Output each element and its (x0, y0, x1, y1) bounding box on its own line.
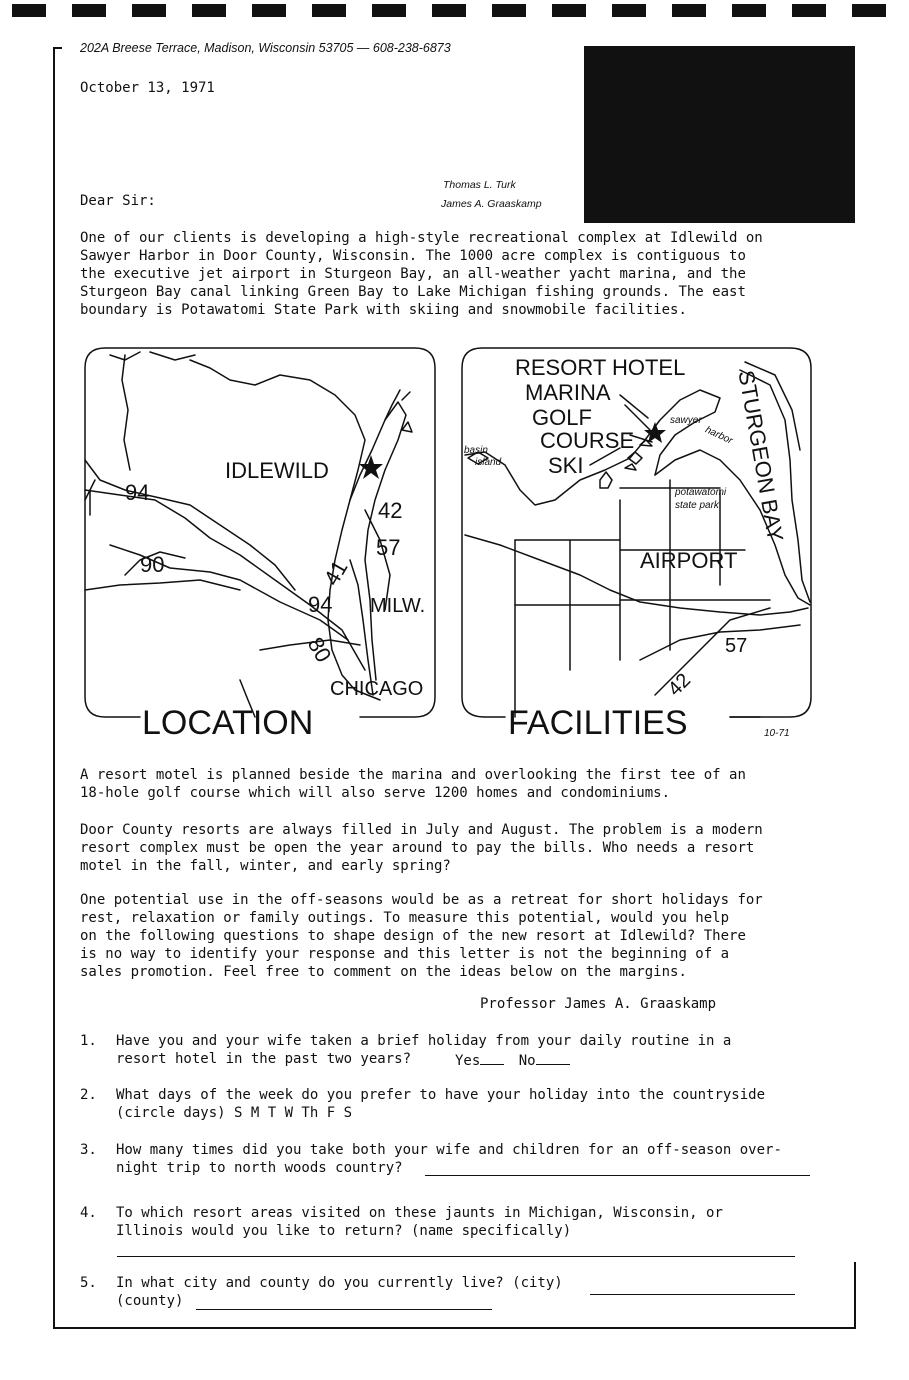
letter-date: October 13, 1971 (80, 80, 215, 96)
label-state-park: state park (675, 500, 719, 511)
paragraph-intro: One of our clients is developing a high-style recreational complex at Idlewild on Sawyer Harbor in Door County, Wisconsin. The 1000 acre complex is contiguous to the executive jet airport in Sturgeon Bay, an all-weather yacht marina, and the Sturgeon Bay canal linking Green Bay to Lake Michigan fishing grounds. The east boundary is Potawatomi State Park with skiing and snowmobile facilities. (80, 230, 763, 318)
frame-bottom (53, 1327, 856, 1329)
question-5-county-label: (county) (116, 1293, 184, 1309)
letterhead-names (441, 176, 542, 214)
label-route-41: 41 (318, 555, 353, 590)
question-1-no-blank[interactable] (536, 1050, 570, 1065)
label-potawatomi: potawatomi (675, 487, 727, 498)
label-route-94b: 94 (308, 592, 333, 617)
label-route-57: 57 (376, 535, 401, 560)
question-4-number: 4. (80, 1205, 97, 1221)
frame-right (854, 1262, 856, 1329)
question-1-yes-label: Yes (455, 1053, 481, 1069)
label-route-42: 42 (378, 498, 403, 523)
question-1-number: 1. (80, 1033, 97, 1049)
label-harbor: harbor (703, 424, 735, 447)
question-3-text: How many times did you take both your wife and children for an off-season over- night trip to north woods country? (116, 1142, 782, 1176)
maps-figure (80, 340, 815, 750)
question-5-number: 5. (80, 1275, 97, 1291)
location-frame (85, 348, 435, 717)
label-idlewild: IDLEWILD (225, 458, 329, 483)
label-route-90: 90 (140, 552, 165, 577)
label-golf: GOLF (532, 405, 592, 430)
question-4-answer-line[interactable] (117, 1256, 795, 1257)
question-2-number: 2. (80, 1087, 97, 1103)
question-2-text[interactable]: What days of the week do you prefer to have your holiday into the countryside (circle days) S M T W Th F S (116, 1087, 766, 1121)
map-date-mark: 10-71 (764, 728, 790, 739)
facilities-title: FACILITIES (508, 704, 688, 742)
name-turk: Thomas L. Turk (443, 179, 516, 191)
label-airport: AIRPORT (640, 548, 738, 573)
salutation: Dear Sir: (80, 193, 156, 209)
paragraph-problem: Door County resorts are always filled in July and August. The problem is a modern resort complex must be open the year around to pay the bills. Who needs a resort motel in the fall, winter, and early spring? (80, 822, 763, 874)
top-dash-border (0, 4, 909, 18)
letterhead-address: 202A Breese Terrace, Madison, Wisconsin 53705 — 608-238-6873 (80, 41, 451, 55)
label-milwaukee: MILW. (370, 595, 426, 617)
question-1-no-label: No (518, 1053, 536, 1069)
label-route-42-fac: 42 (663, 669, 696, 701)
question-3-answer-line[interactable] (425, 1175, 810, 1176)
label-island: island (475, 457, 502, 468)
label-chicago: CHICAGO (330, 678, 424, 700)
question-1 (80, 1032, 840, 1072)
label-sturgeon-bay: STURGEON BAY (733, 368, 789, 544)
label-basin: basin (464, 445, 488, 456)
question-1-text: Have you and your wife taken a brief holiday from your daily routine in a resort hotel in the past two years? (116, 1033, 732, 1067)
question-3-number: 3. (80, 1142, 97, 1158)
label-route-57-fac: 57 (725, 635, 748, 657)
label-course: COURSE (540, 428, 635, 453)
frame-left (53, 47, 55, 1329)
location-title: LOCATION (142, 704, 314, 742)
label-ski: SKI (548, 453, 584, 478)
question-2 (80, 1086, 840, 1126)
label-route-94a: 94 (125, 480, 150, 505)
question-5-city-line[interactable] (590, 1294, 795, 1295)
label-resort-hotel: RESORT HOTEL (515, 355, 686, 380)
label-sawyer: sawyer (670, 415, 702, 426)
question-5-text: In what city and county do you currently live? (city) (116, 1275, 563, 1291)
question-4 (80, 1204, 840, 1244)
question-5-county-line[interactable] (196, 1309, 492, 1310)
question-4-text: To which resort areas visited on these jaunts in Michigan, Wisconsin, or Illinois would you like to return? (name specifically) (116, 1205, 723, 1239)
label-route-80: 80 (302, 632, 337, 667)
question-1-yes-blank[interactable] (480, 1050, 504, 1065)
signature: Professor James A. Graaskamp (480, 996, 717, 1012)
redacted-block (584, 46, 855, 223)
idlewild-star (359, 455, 383, 479)
paragraph-potential-use: One potential use in the off-seasons would be as a retreat for short holidays for rest, relaxation or family outings. To measure this potential, would you help on the following questions to shape design of the new resort at Idlewild? There is no way to identify your response and this letter is not the beginning of a sales promotion. Feel free to comment on the ideas below on the margins. (80, 892, 763, 980)
paragraph-resort-motel: A resort motel is planned beside the marina and overlooking the first tee of an 18-hole golf course which will also serve 1200 homes and condominiums. (80, 767, 746, 801)
name-graaskamp: James A. Graaskamp (441, 198, 542, 210)
label-marina: MARINA (525, 380, 611, 405)
